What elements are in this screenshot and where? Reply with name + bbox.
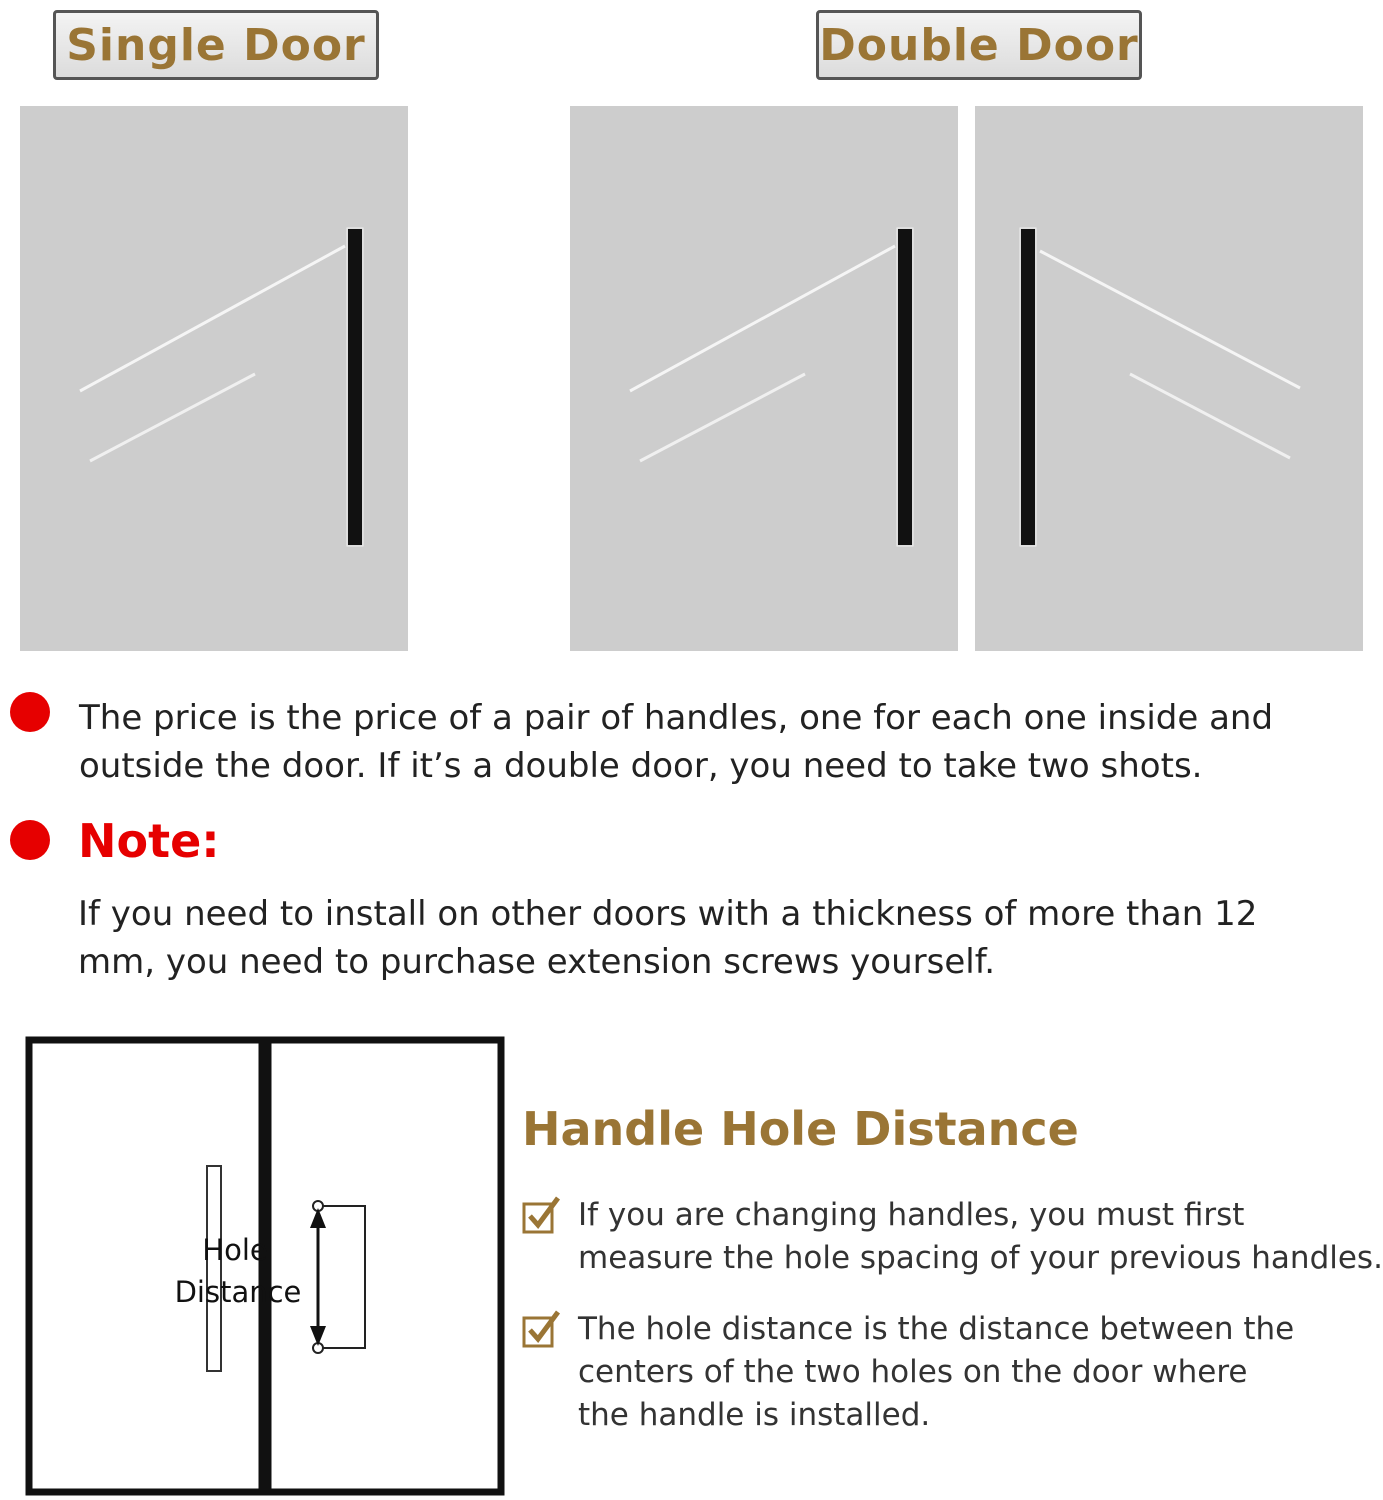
double-door-label: Double Door bbox=[816, 10, 1142, 80]
hole-distance-diagram bbox=[25, 1036, 505, 1496]
price-info-text: The price is the price of a pair of handles, one for each one inside and outside the door. If it’s a double door, you need to take two shots. bbox=[79, 698, 1274, 786]
check-item-text: The hole distance is the distance between the centers of the two holes on the door where the handle is installed. bbox=[578, 1311, 1295, 1433]
red-dot-icon bbox=[10, 692, 50, 732]
check-item-text: If you are changing handles, you must first measure the hole spacing of your previous handles. bbox=[578, 1197, 1383, 1276]
checkbox-check-icon bbox=[520, 1308, 562, 1350]
note-title: Note: bbox=[78, 814, 220, 868]
distance-label: Distance bbox=[174, 1275, 302, 1309]
note-text: If you need to install on other doors with a thickness of more than 12 mm, you need to purchase extension screws yourself. bbox=[78, 894, 1258, 982]
handle-hole-distance-title: Handle Hole Distance bbox=[522, 1102, 1079, 1156]
red-dot-icon bbox=[10, 820, 50, 860]
single-door-label: Single Door bbox=[53, 10, 379, 80]
checkbox-check-icon bbox=[520, 1194, 562, 1236]
single-door-image bbox=[20, 106, 408, 651]
double-door-left-image bbox=[570, 106, 958, 651]
double-door-right-image bbox=[975, 106, 1363, 651]
hole-label: Hole bbox=[202, 1233, 268, 1267]
